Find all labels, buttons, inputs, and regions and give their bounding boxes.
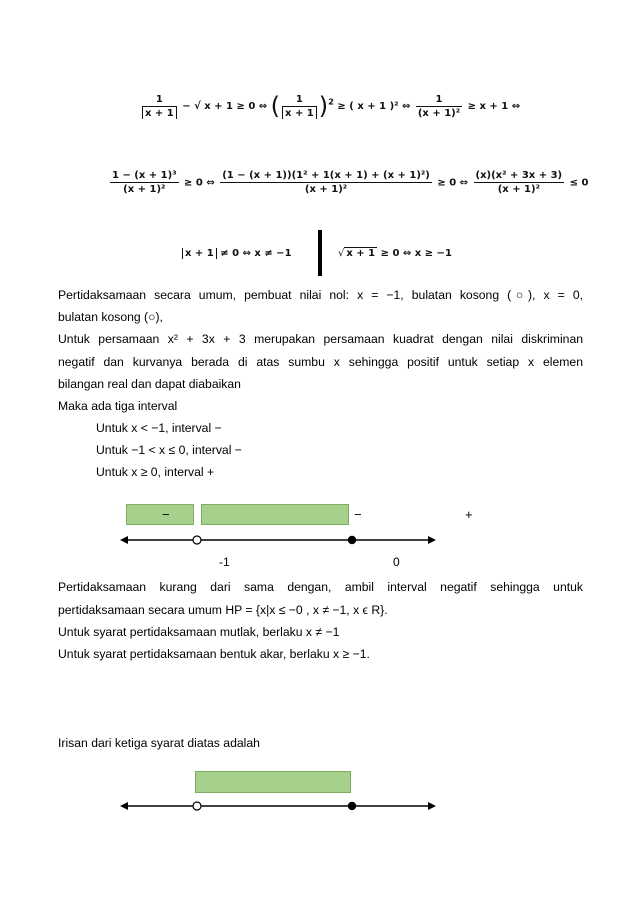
closed-point-icon [348, 802, 356, 810]
paragraph-root-condition: Untuk syarat pertidaksamaan bentuk akar, berlaku x ≥ −1. [58, 647, 370, 661]
paragraph-intersection: Irisan dari ketiga syarat diatas adalah [58, 736, 260, 750]
fraction: $\frac{\text{(1 − (x + 1))(1² + 1(x + 1) + (x + 1)²)}}{\text{(x + 1)²}}$ [222, 170, 430, 195]
fraction: $\frac{\text{(x)(x² + 3x + 3)}}{\text{(x + 1)²}}$ [475, 170, 563, 195]
paragraph-solution-set: pertidaksamaan secara umum HP = {x|x ≤ −0 , x ≠ −1, x ϵ R}. [58, 603, 388, 617]
interval-item-1: Untuk x < −1, interval − [96, 421, 222, 435]
paragraph-quadratic-end: bilangan real dan dapat diabaikan [58, 377, 241, 391]
highlight-intersection [195, 771, 351, 793]
sign-mid: − [354, 507, 362, 522]
paragraph-intervals: Maka ada tiga interval [58, 399, 178, 413]
sign-right: + [465, 507, 473, 522]
paragraph-quadratic-cont: negatif dan kurvanya berada di atas sumbu x sehingga positif untuk setiap x elemen [58, 355, 583, 369]
math-row-1: $\frac{1}{x + 1}$ − √ x + 1 ≥ 0 ⇔ ( $\frac{1}{x + 1}$ )$^2$ ≥ ( x + 1 )² ⇔ $\frac{1}{\text{(x + 1)²}}$ ≥ x + 1 ⇔ [140, 92, 520, 120]
sign-left: − [162, 507, 170, 522]
tick-label-minus-one: -1 [219, 555, 230, 569]
open-point-icon [193, 802, 201, 810]
arrow-right-icon [428, 536, 436, 544]
arrow-left-icon [120, 802, 128, 810]
highlight-interval-mid [201, 504, 349, 525]
fraction: $\frac{1}{x + 1}$ [282, 94, 317, 119]
number-line-2 [118, 794, 438, 818]
paragraph-quadratic: Untuk persamaan x² + 3x + 3 merupakan persamaan kuadrat dengan nilai diskriminan [58, 332, 583, 346]
math-row-3-left: x + 1 ≠ 0 ⇔ x ≠ −1 [182, 248, 292, 259]
fraction: $\frac{1}{\text{(x + 1)²}}$ [417, 93, 461, 119]
separator-bar [318, 230, 322, 276]
number-line-1 [118, 528, 438, 552]
closed-point-icon [348, 536, 356, 544]
open-point-icon [193, 536, 201, 544]
interval-item-3: Untuk x ≥ 0, interval + [96, 465, 215, 479]
math-row-3-right: √ x + 1 ≥ 0 ⇔ x ≥ −1 [338, 248, 452, 259]
paragraph-zero-points-cont: bulatan kosong (○), [58, 310, 163, 324]
fraction: $\frac{\text{1 − (x + 1)³}}{\text{(x + 1)²}}$ [112, 170, 177, 195]
math-row-2: $\frac{\text{1 − (x + 1)³}}{\text{(x + 1)²}}$ ≥ 0 ⇔ $\frac{\text{(1 − (x + 1))(1² + 1(x + 1) + (x + 1)²)}}{\text{(x + 1)²}}$ ≥ 0 ⇔ $\frac{\text{(x)(x² + 3x + 3)}}{\text{(x + 1)²}}$ ≤ 0 [112, 170, 589, 195]
fraction: $\frac{1}{x + 1}$ [142, 94, 177, 119]
tick-label-zero: 0 [393, 555, 400, 569]
paragraph-solution: Pertidaksamaan kurang dari sama dengan, ambil interval negatif sehingga untuk [58, 580, 583, 594]
arrow-left-icon [120, 536, 128, 544]
interval-item-2: Untuk −1 < x ≤ 0, interval − [96, 443, 242, 457]
paragraph-zero-points: Pertidaksamaan secara umum, pembuat nilai nol: x = −1, bulatan kosong (○), x = 0, [58, 288, 583, 302]
arrow-right-icon [428, 802, 436, 810]
highlight-interval-left [126, 504, 194, 525]
paragraph-absolute-condition: Untuk syarat pertidaksamaan mutlak, berlaku x ≠ −1 [58, 625, 340, 639]
